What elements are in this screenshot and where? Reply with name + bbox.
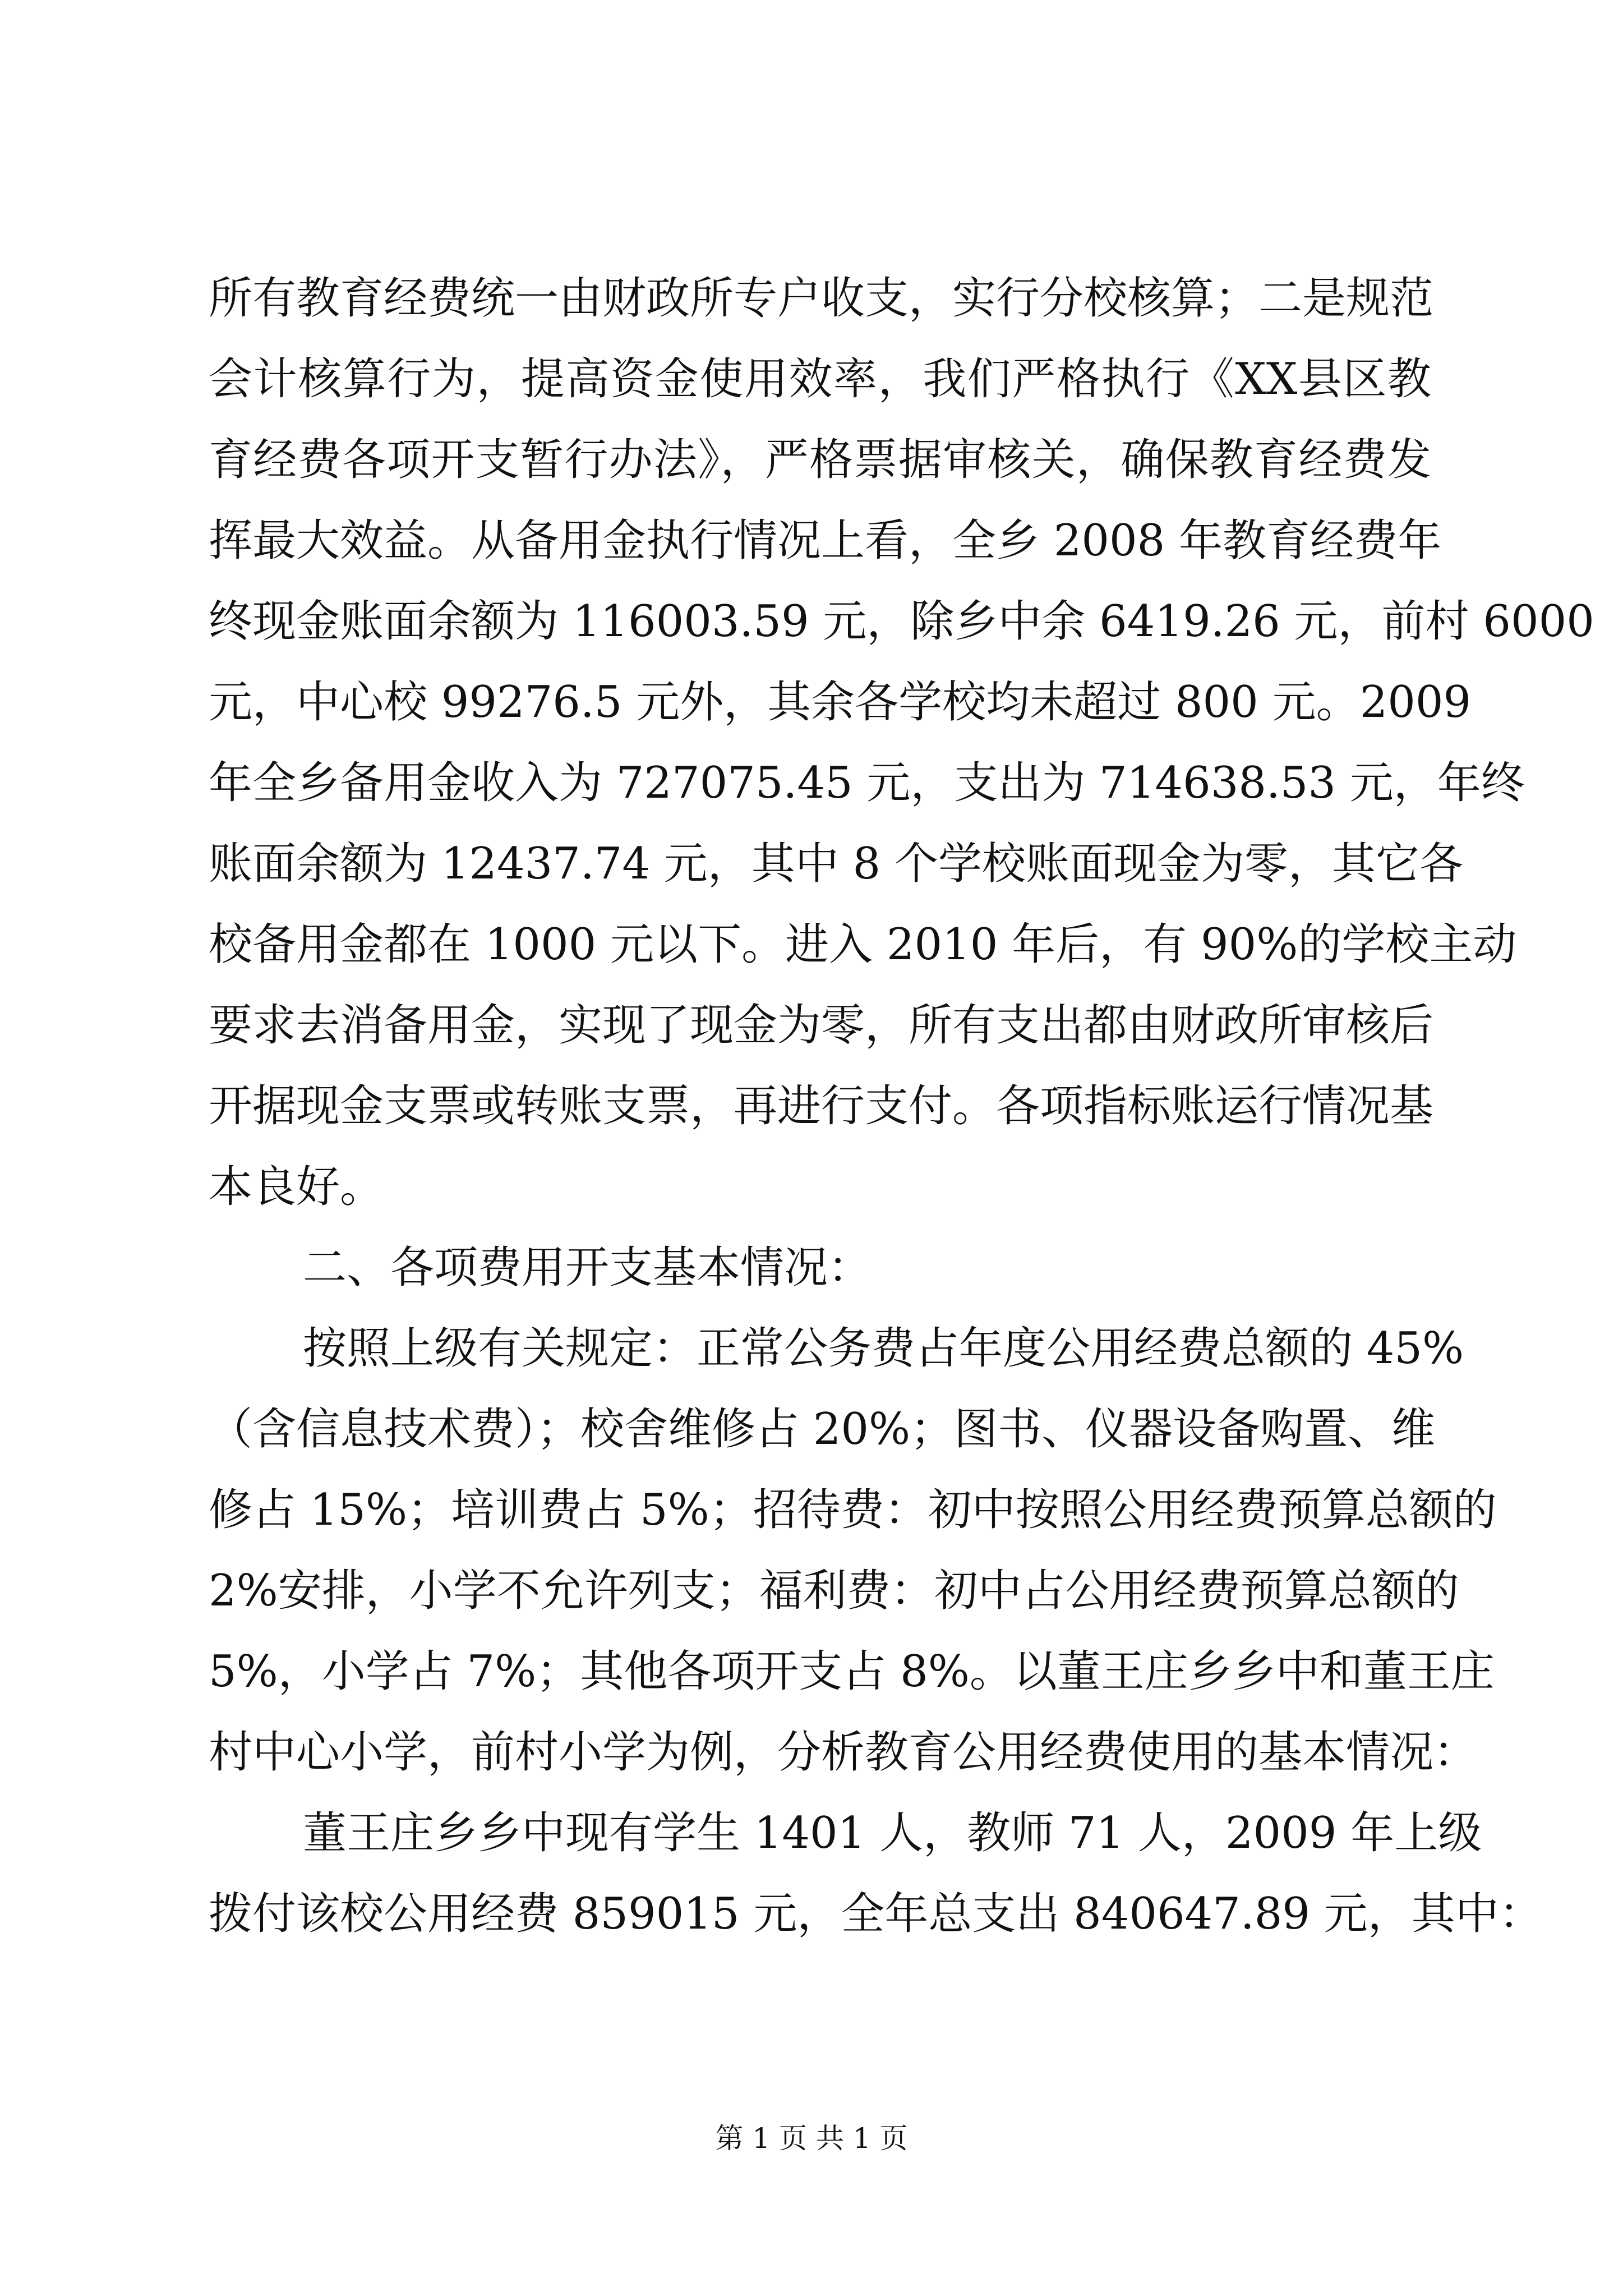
paragraph-line: 所有教育经费统一由财政所专户收支，实行分校核算；二是规范 (209, 273, 1434, 324)
paragraph-line: 5%，小学占 7%；其他各项开支占 8%。以董王庄乡乡中和董王庄 (209, 1646, 1495, 1697)
paragraph-line: 村中心小学，前村小学为例，分析教育公用经费使用的基本情况： (209, 1727, 1478, 1778)
paragraph-line: 账面余额为 12437.74 元，其中 8 个学校账面现金为零，其它各 (209, 839, 1463, 889)
paragraph-line: （含信息技术费）；校舍维修占 20%；图书、仪器设备购置、维 (209, 1404, 1436, 1455)
page-number-footer: 第 1 页 共 1 页 (715, 2122, 908, 2155)
paragraph-line: 要求去消备用金，实现了现金为零，所有支出都由财政所审核后 (209, 1000, 1434, 1051)
paragraph-line: 会计核算行为，提高资金使用效率，我们严格执行《XX县区教 (209, 354, 1431, 404)
section-heading: 二、各项费用开支基本情况： (303, 1243, 872, 1293)
paragraph-line: 2%安排，小学不允许列支；福利费：初中占公用经费预算总额的 (209, 1566, 1459, 1616)
paragraph-line: 修占 15%；培训费占 5%；招待费：初中按照公用经费预算总额的 (209, 1485, 1497, 1535)
paragraph-line: 董王庄乡乡中现有学生 1401 人，教师 71 人，2009 年上级 (303, 1808, 1482, 1858)
paragraph-line: 挥最大效益。从备用金执行情况上看，全乡 2008 年教育经费年 (209, 516, 1442, 566)
paragraph-line: 终现金账面余额为 116003.59 元，除乡中余 6419.26 元，前村 6000 (209, 596, 1594, 647)
paragraph-line: 拨付该校公用经费 859015 元，全年总支出 840647.89 元，其中： (209, 1889, 1543, 1939)
paragraph-line: 校备用金都在 1000 元以下。进入 2010 年后，有 90%的学校主动 (209, 919, 1517, 970)
paragraph-line: 年全乡备用金收入为 727075.45 元，支出为 714638.53 元，年终 (209, 758, 1525, 808)
paragraph-line: 育经费各项开支暂行办法》，严格票据审核关，确保教育经费发 (209, 435, 1431, 485)
document-body (209, 258, 1594, 1954)
paragraph-line: 开据现金支票或转账支票，再进行支付。各项指标账运行情况基 (209, 1081, 1434, 1131)
paragraph-line: 元，中心校 99276.5 元外，其余各学校均未超过 800 元。2009 (209, 677, 1472, 728)
paragraph-line: 按照上级有关规定：正常公务费占年度公用经费总额的 45% (303, 1323, 1464, 1374)
paragraph-line: 本良好。 (209, 1162, 384, 1212)
